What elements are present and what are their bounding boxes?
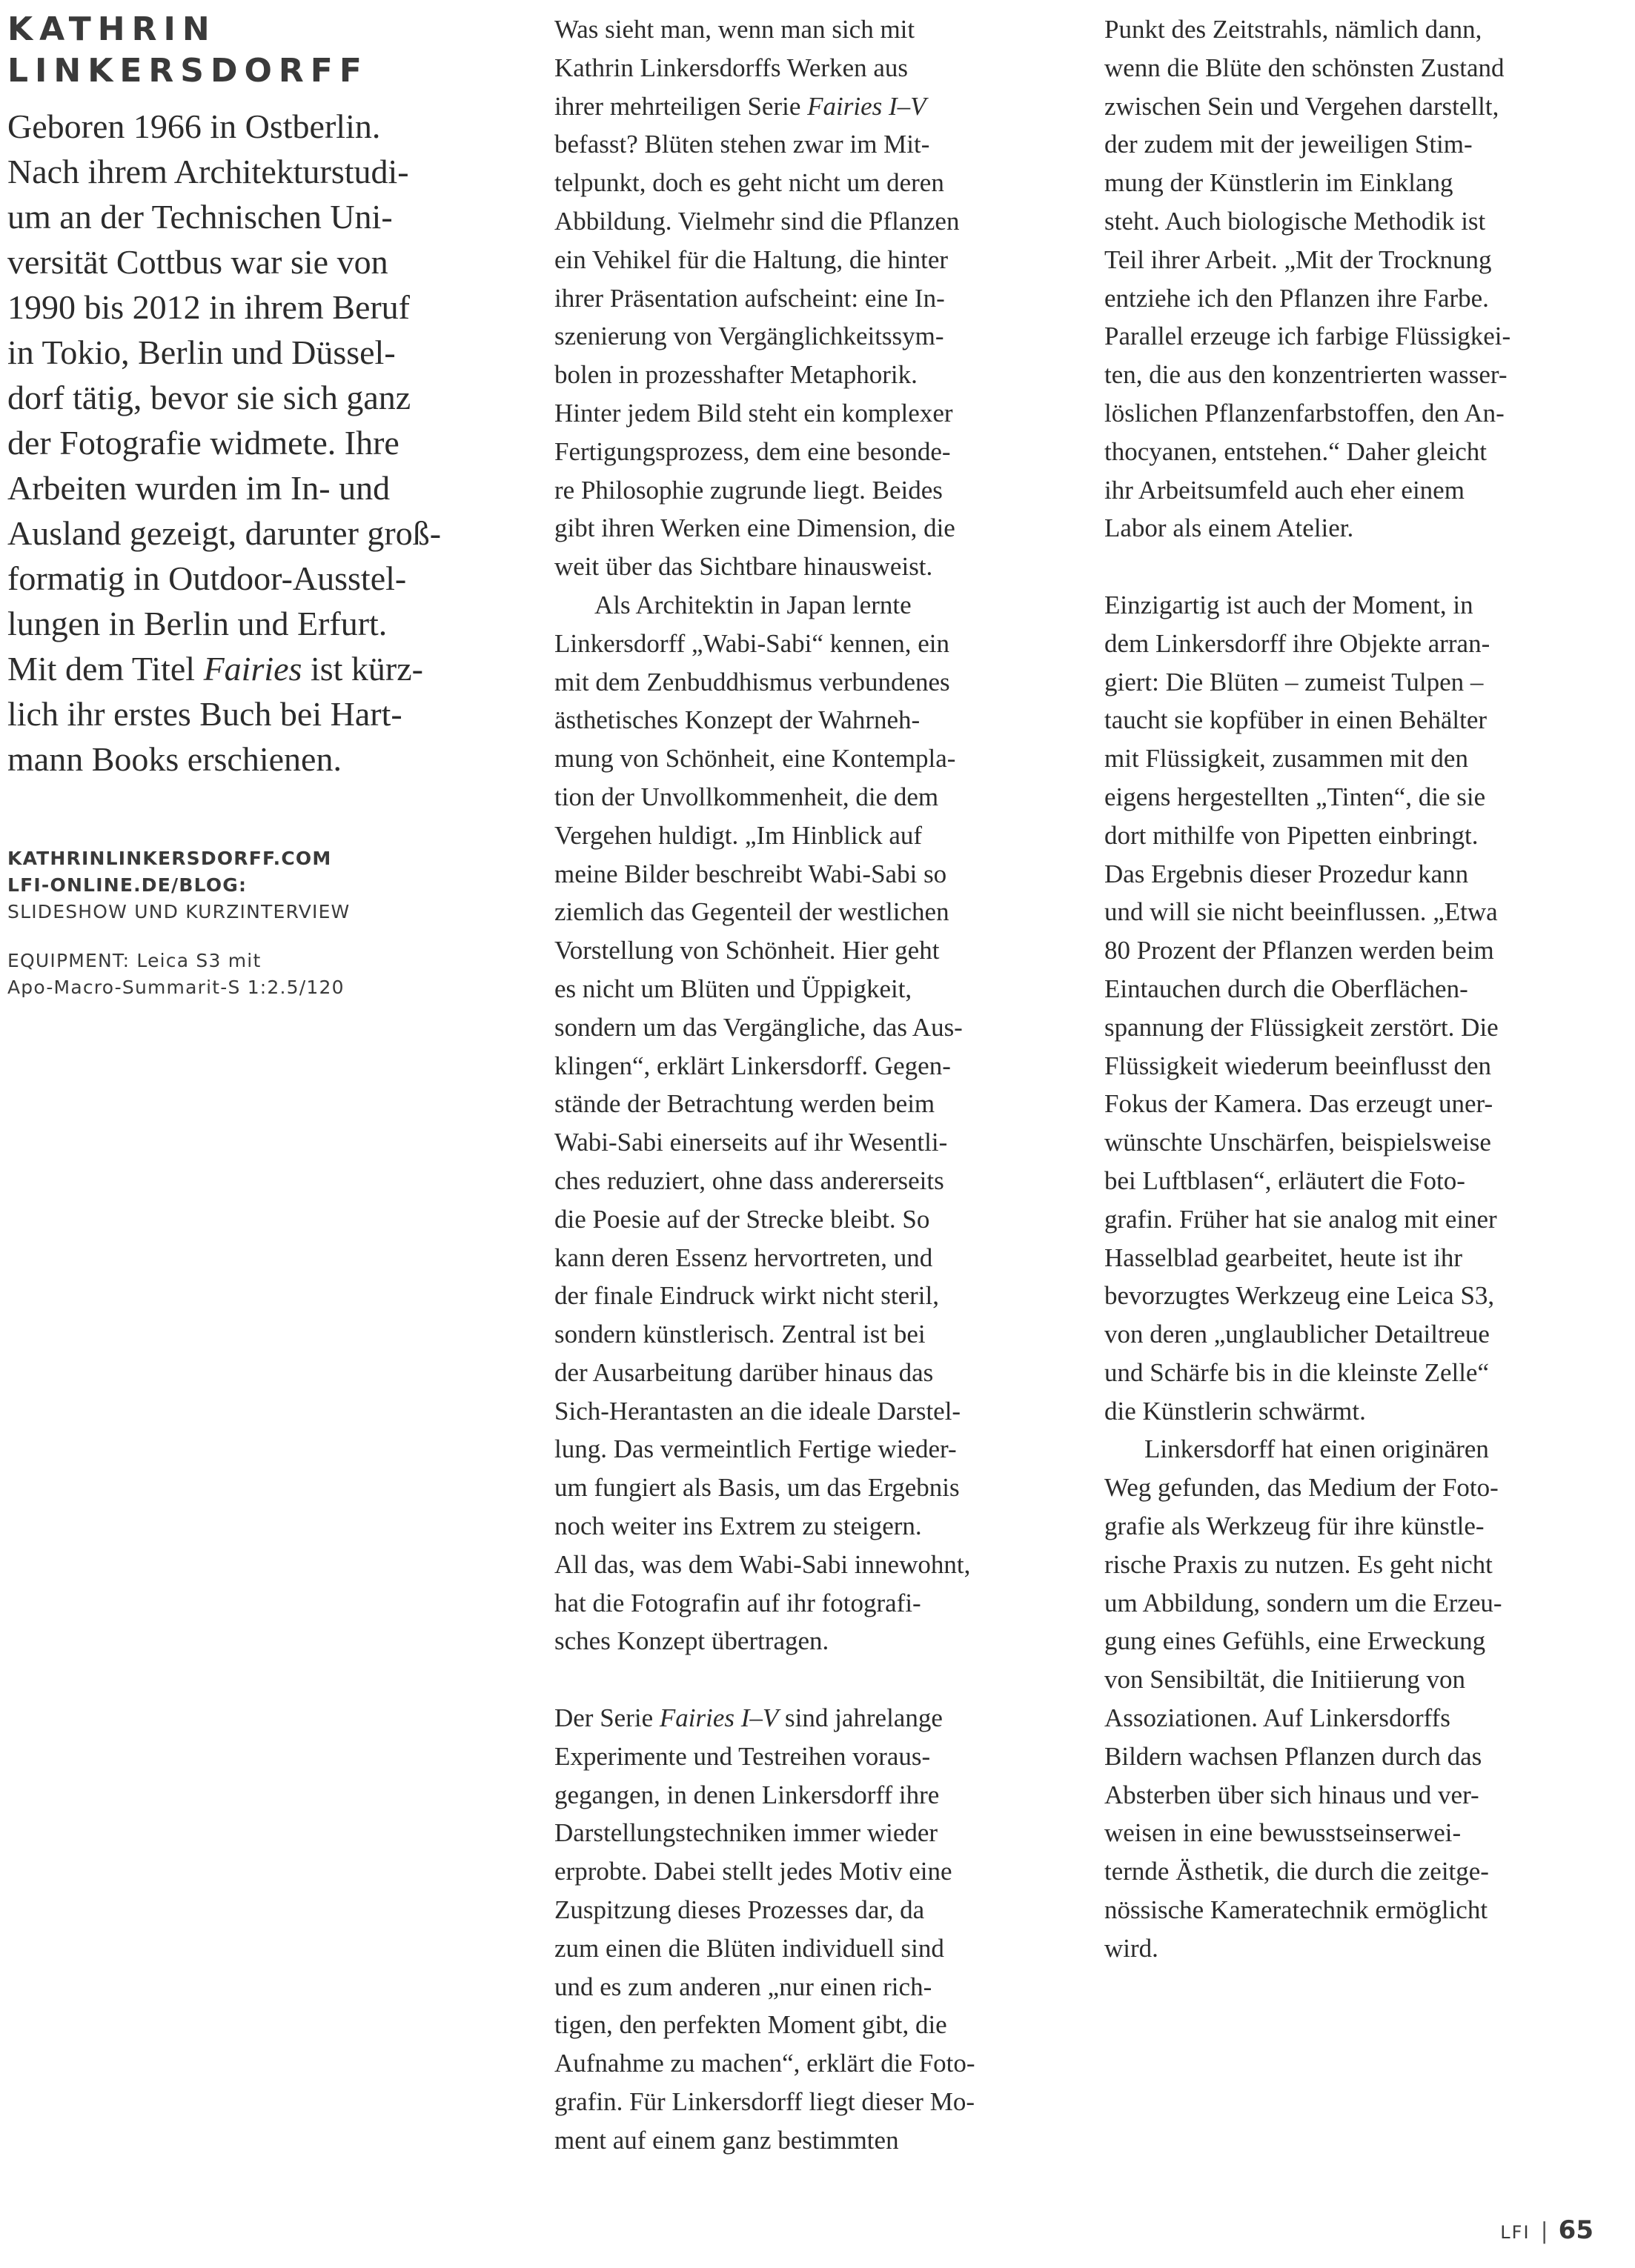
text-line: mung der Künstlerin im Einklang <box>1104 168 1453 198</box>
blog-description: SLIDESHOW UND KURZINTERVIEW <box>7 901 351 922</box>
text-line: Das Ergebnis dieser Prozedur kann <box>1104 859 1469 888</box>
text-line: um an der Technischen Uni- <box>7 198 393 236</box>
text-line: Assoziationen. Auf Linkersdorffs <box>1104 1703 1450 1733</box>
text-line: Als Architektin in Japan lernte <box>594 590 912 619</box>
italic-title: Fairies I–V <box>807 91 926 121</box>
text-line: zwischen Sein und Vergehen darstellt, <box>1104 91 1499 121</box>
text-line: 80 Prozent der Pflanzen werden beim <box>1104 936 1494 965</box>
text-line: nössische Kameratechnik ermöglicht <box>1104 1895 1488 1925</box>
text-line: tigen, den perfekten Moment gibt, die <box>554 2010 947 2040</box>
text-line: Hasselblad gearbeitet, heute ist ihr <box>1104 1243 1463 1272</box>
website-link[interactable]: KATHRINLINKERSDORFF.COM <box>7 848 332 869</box>
author-name-line: LINKERSDORFF <box>7 52 368 90</box>
text-line: Parallel erzeuge ich farbige Flüssigkei- <box>1104 322 1511 351</box>
page-folio <box>1500 2215 1593 2245</box>
text-line: ches reduziert, ohne dass andererseits <box>554 1165 944 1195</box>
text-segment: sind jahrelange <box>778 1703 943 1733</box>
text-line: thocyanen, entstehen.“ Daher gleicht <box>1104 436 1488 466</box>
text-line: zum einen die Blüten individuell sind <box>554 1933 944 1963</box>
text-line: Einzigartig ist auch der Moment, in <box>1104 590 1473 619</box>
text-line: Punkt des Zeitstrahls, nämlich dann, <box>1104 15 1482 44</box>
text-line: dem Linkersdorff ihre Objekte arran- <box>1104 628 1490 658</box>
text-line: bei Luftblasen“, erläutert die Foto- <box>1104 1165 1465 1195</box>
bio-column <box>7 0 489 1001</box>
text-line: Experimente und Testreihen voraus- <box>554 1741 931 1771</box>
text-segment: ist kürz- <box>302 650 423 688</box>
italic-title: Fairies I–V <box>659 1703 779 1733</box>
text-line: befasst? Blüten stehen zwar im Mit- <box>554 130 930 159</box>
equipment-line <box>7 948 489 974</box>
text-line: wenn die Blüte den schönsten Zustand <box>1104 53 1505 82</box>
text-line: giert: Die Blüten – zumeist Tulpen – <box>1104 667 1484 696</box>
text-line: mit dem Zenbuddhismus verbundenes <box>554 667 950 696</box>
text-line: um Abbildung, sondern um die Erzeu- <box>1104 1588 1502 1617</box>
text-line: eigens hergestellten „Tinten“, die sie <box>1104 782 1486 811</box>
text-line: weisen in eine bewusstseinserwei- <box>1104 1818 1462 1848</box>
magazine-name: LFI <box>1500 2222 1530 2243</box>
text-line: noch weiter ins Extrem zu steigern. <box>554 1512 922 1541</box>
bio-text <box>7 104 489 782</box>
text-line: dorf tätig, bevor sie sich ganz <box>7 379 411 416</box>
text-line: re Philosophie zugrunde liegt. Beides <box>554 475 943 505</box>
folio-separator: | <box>1540 2218 1548 2244</box>
text-line: Labor als einem Atelier. <box>1104 513 1354 543</box>
text-line: Abbildung. Vielmehr sind die Pflanzen <box>554 206 960 236</box>
blog-link[interactable]: LFI-ONLINE.DE/BLOG: <box>7 874 248 896</box>
text-line: All das, was dem Wabi-Sabi innewohnt, <box>554 1549 971 1579</box>
text-line: Darstellungstechniken immer wieder <box>554 1818 938 1848</box>
equipment-label: EQUIPMENT: <box>7 950 130 971</box>
text-line: Kathrin Linkersdorffs Werken aus <box>554 53 909 82</box>
text-line: Was sieht man, wenn man sich mit <box>554 15 915 44</box>
text-line: Vergehen huldigt. „Im Hinblick auf <box>554 820 923 850</box>
text-line: Absterben über sich hinaus und ver- <box>1104 1780 1479 1809</box>
text-line: Fokus der Kamera. Das erzeugt uner- <box>1104 1089 1493 1119</box>
text-line: weit über das Sichtbare hinausweist. <box>554 552 933 582</box>
text-line: ternde Ästhetik, die durch die zeitge- <box>1104 1857 1489 1886</box>
text-line: grafin. Für Linkersdorff liegt dieser Mo- <box>554 2087 975 2117</box>
text-line: Vorstellung von Schönheit. Hier geht <box>554 936 940 965</box>
text-line: Flüssigkeit wiederum beeinflusst den <box>1104 1051 1492 1080</box>
text-line: von Sensibiltät, die Initiierung von <box>1104 1665 1466 1695</box>
article-column-middle <box>554 0 1044 2160</box>
text-line: telpunkt, doch es geht nicht um deren <box>554 168 944 198</box>
text-line: hat die Fotografin auf ihr fotografi- <box>554 1588 921 1617</box>
text-line: Arbeiten wurden im In- und <box>7 469 391 507</box>
text-line: szenierung von Vergänglichkeitssym- <box>554 322 944 351</box>
text-line: ziemlich das Gegenteil der westlichen <box>554 897 949 927</box>
text-line: lung. Das vermeintlich Fertige wieder- <box>554 1434 957 1464</box>
paragraph <box>554 10 1044 586</box>
text-segment: Der Serie <box>554 1703 660 1733</box>
text-line: Sich-Herantasten an die ideale Darstel- <box>554 1396 961 1426</box>
paragraph <box>554 586 1044 1660</box>
text-line: und will sie nicht beeinflussen. „Etwa <box>1104 897 1498 927</box>
text-line: Fertigungsprozess, dem eine besonde- <box>554 436 951 466</box>
text-line: 1990 bis 2012 in ihrem Beruf <box>7 288 410 326</box>
text-line: der zudem mit der jeweiligen Stim- <box>1104 130 1473 159</box>
text-line: mit Flüssigkeit, zusammen mit den <box>1104 744 1468 774</box>
equipment-lens: Apo-Macro-Summarit-S 1:2.5/120 <box>7 977 345 998</box>
text-line: klingen“, erklärt Linkersdorff. Gegen- <box>554 1051 951 1080</box>
text-segment: ihrer mehrteiligen Serie <box>554 91 808 121</box>
article-body-middle <box>554 10 1044 2160</box>
page-number: 65 <box>1558 2215 1593 2245</box>
text-line: die Poesie auf der Strecke bleibt. So <box>554 1204 930 1234</box>
text-line: bevorzugtes Werkzeug eine Leica S3, <box>1104 1281 1495 1311</box>
text-line: es nicht um Blüten und Üppigkeit, <box>554 974 912 1003</box>
article-body-right <box>1104 10 1616 1968</box>
author-name-line: KATHRIN <box>7 10 216 48</box>
text-line: Wabi-Sabi einerseits auf ihr Wesentli- <box>554 1128 948 1157</box>
text-line: Zuspitzung dieses Prozesses dar, da <box>554 1895 925 1925</box>
text-line: dort mithilfe von Pipetten einbringt. <box>1104 820 1479 850</box>
text-line: Weg gefunden, das Medium der Foto- <box>1104 1473 1499 1503</box>
info-block <box>7 845 489 1001</box>
text-line: entziehe ich den Pflanzen ihre Farbe. <box>1104 283 1489 313</box>
text-line: sondern künstlerisch. Zentral ist bei <box>554 1320 926 1349</box>
text-line: meine Bilder beschreibt Wabi-Sabi so <box>554 859 947 888</box>
italic-title: Fairies <box>203 650 302 688</box>
text-line <box>554 87 1044 126</box>
text-line: grafin. Früher hat sie analog mit einer <box>1104 1204 1497 1234</box>
text-segment: Mit dem Titel <box>7 650 204 688</box>
paragraph <box>554 1699 1044 2160</box>
equipment-camera: Leica S3 mit <box>130 950 262 971</box>
text-line <box>7 646 489 691</box>
text-line: mung von Schönheit, eine Kontempla- <box>554 744 956 774</box>
text-line: sches Konzept übertragen. <box>554 1626 829 1656</box>
text-line: taucht sie kopfüber in einen Behälter <box>1104 705 1488 735</box>
text-line: ten, die aus den konzentrierten wasser- <box>1104 360 1508 390</box>
text-line: und Schärfe bis in die kleinste Zelle“ <box>1104 1357 1490 1387</box>
text-line: um fungiert als Basis, um das Ergebnis <box>554 1473 960 1503</box>
text-line: rische Praxis zu nutzen. Es geht nicht <box>1104 1549 1493 1579</box>
text-line: Geboren 1966 in Ostberlin. <box>7 107 381 145</box>
text-line: ment auf einem ganz bestimmten <box>554 2125 899 2155</box>
text-line: Eintauchen durch die Oberflächen- <box>1104 974 1468 1003</box>
text-line: gibt ihren Werken eine Dimension, die <box>554 513 955 543</box>
text-line: der Fotografie widmete. Ihre <box>7 424 399 462</box>
text-line: die Künstlerin schwärmt. <box>1104 1396 1366 1426</box>
text-line: Aufnahme zu machen“, erklärt die Foto- <box>554 2049 975 2078</box>
text-line: kann deren Essenz hervortreten, und <box>554 1243 933 1272</box>
text-line: formatig in Outdoor-Ausstel- <box>7 559 407 597</box>
text-line <box>554 1699 1044 1737</box>
text-line: bolen in prozesshafter Metaphorik. <box>554 360 918 390</box>
text-line: tion der Unvollkommenheit, die dem <box>554 782 939 811</box>
text-line: Linkersdorff hat einen originären <box>1144 1434 1489 1464</box>
paragraph <box>1104 1430 1616 1967</box>
author-name <box>7 9 489 92</box>
text-line: steht. Auch biologische Methodik ist <box>1104 206 1486 236</box>
text-line: Hinter jedem Bild steht ein komplexer <box>554 398 953 428</box>
text-line: und es zum anderen „nur einen rich- <box>554 1972 932 2001</box>
text-line: mann Books erschienen. <box>7 740 342 778</box>
text-line: ästhetisches Konzept der Wahrneh- <box>554 705 921 735</box>
text-line: löslichen Pflanzenfarbstoffen, den An- <box>1104 398 1505 428</box>
text-line: ihrer Präsentation aufscheint: eine In- <box>554 283 945 313</box>
text-line: spannung der Flüssigkeit zerstört. Die <box>1104 1012 1499 1042</box>
text-line: gung eines Gefühls, eine Erweckung <box>1104 1626 1486 1656</box>
text-line: versität Cottbus war sie von <box>7 243 388 281</box>
paragraph <box>1104 586 1616 1431</box>
text-line: wird. <box>1104 1933 1158 1963</box>
text-line: stände der Betrachtung werden beim <box>554 1089 935 1119</box>
text-line: ihr Arbeitsumfeld auch eher einem <box>1104 475 1465 505</box>
text-line: der finale Eindruck wirkt nicht steril, <box>554 1281 940 1311</box>
text-line: lungen in Berlin und Erfurt. <box>7 605 388 642</box>
text-line: Nach ihrem Architekturstudi- <box>7 153 409 190</box>
paragraph <box>1104 10 1616 548</box>
text-line: ein Vehikel für die Haltung, die hinter <box>554 245 949 274</box>
text-line: der Ausarbeitung darüber hinaus das <box>554 1357 934 1387</box>
text-line: lich ihr erstes Buch bei Hart- <box>7 695 402 733</box>
text-line: gegangen, in denen Linkersdorff ihre <box>554 1780 940 1809</box>
text-line: Bildern wachsen Pflanzen durch das <box>1104 1741 1482 1771</box>
article-column-right <box>1104 0 1616 1968</box>
text-line: von deren „unglaublicher Detailtreue <box>1104 1320 1490 1349</box>
text-line: Linkersdorff „Wabi-Sabi“ kennen, ein <box>554 628 950 658</box>
text-line: wünschte Unschärfen, beispielsweise <box>1104 1128 1491 1157</box>
text-line: grafie als Werkzeug für ihre künstle- <box>1104 1512 1485 1541</box>
text-line: sondern um das Vergängliche, das Aus- <box>554 1012 963 1042</box>
text-line: Teil ihrer Arbeit. „Mit der Trocknung <box>1104 245 1492 274</box>
text-line: erprobte. Dabei stellt jedes Motiv eine <box>554 1857 952 1886</box>
text-line: Ausland gezeigt, darunter groß- <box>7 514 442 552</box>
text-line: in Tokio, Berlin und Düssel- <box>7 333 396 371</box>
